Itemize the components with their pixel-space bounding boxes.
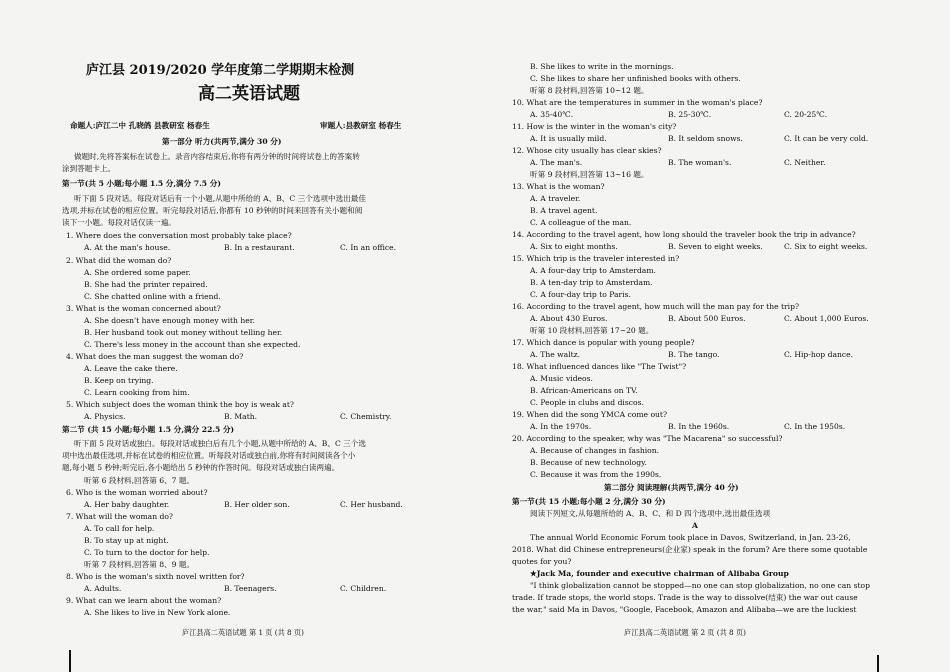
material-note: 听第 8 段材料,回答第 10~12 题。 [530,86,649,95]
question-10: 10. What are the temperatures in summer in the woman's place? [512,98,763,107]
option: B. Her husband took out money without telling her. [84,328,283,337]
option: A. About 430 Euros. [530,314,608,323]
option: A. Because of changes in fashion. [530,446,660,455]
question-4: 4. What does the man suggest the woman do? [66,352,244,361]
option: A. Physics. [84,412,126,421]
scan-mark [69,650,71,672]
section1-instruction: 听下面 5 段对话。每段对话后有一个小题,从题中所给的 A、B、C 三个选项中选出最佳 [74,194,366,203]
option: A. The man's. [530,158,583,167]
section2-heading: 第二节 (共 15 小题;每小题 1.5 分,满分 22.5 分) [62,425,235,434]
passage-text: trade. If trade stops, the world stops. Trade is the way to dissolve(结束) the war out cause [512,593,858,602]
question-16: 16. According to the travel agent, how much will the man pay for the trip? [512,302,800,311]
question-6: 6. Who is the woman worried about? [66,488,208,497]
option: C. 20-25℃. [784,110,828,119]
option: C. Hip-hop dance. [784,350,854,359]
option: C. Children. [340,584,387,593]
passage-letter: A [692,521,698,530]
option: B. The woman's. [668,158,732,167]
option: B. She likes to write in the mornings. [530,62,674,71]
question-19: 19. When did the song YMCA come out? [512,410,668,419]
section2-instruction: 题,每小题 5 秒钟;听完后,各小题给出 5 秒钟的作答时间。每段对话或独白读两遍。 [62,463,340,472]
section1-instruction: 读下一小题。每段对话仅读一遍。 [62,218,176,227]
option: B. A travel agent. [530,206,598,215]
option: C. Learn cooking from him. [84,388,190,397]
option: C. Six to eight weeks. [784,242,868,251]
question-13: 13. What is the woman? [512,182,605,191]
material-note: 听第 7 段材料,回答第 8、9 题。 [84,560,195,569]
part1-heading: 第一部分 听力(共两节,满分 30 分) [162,137,282,146]
section2-instruction: 项中选出最佳选项,并标在试卷的相应位置。听每段对话或独白前,你将有时间阅读各个小 [62,451,356,460]
option: C. Chemistry. [340,412,392,421]
option: C. Her husband. [340,500,403,509]
option: B. Math. [224,412,258,421]
option: C. A colleague of the man. [530,218,632,227]
option: C. About 1,000 Euros. [784,314,869,323]
option: B. Her older son. [224,500,290,509]
option: A. Leave the cake there. [84,364,178,373]
option: C. A four-day trip to Paris. [530,290,631,299]
option: A. Six to eight months. [530,242,618,251]
scan-mark [877,655,879,672]
page-footer: 庐江县高二英语试题 第 1 页 (共 8 页) [182,628,304,637]
question-12: 12. Whose city usually has clear skies? [512,146,662,155]
passage-subheading: ★Jack Ma, founder and executive chairman of Alibaba Group [530,569,789,578]
reading-section1-heading: 第一节(共 15 小题;每小题 2 分,满分 30 分) [512,497,666,506]
option: C. It can be very cold. [784,134,869,143]
section1-instruction: 选项,并标在试卷的相应位置。听完每段对话后,你都有 10 秒钟的时间来回答有关小题和阅 [62,206,363,215]
option: C. There's less money in the account than she expected. [84,340,301,349]
option: B. 25-30℃. [668,110,712,119]
exam-title: 庐江县 2019/2020 学年度第二学期期末检测 [86,63,355,78]
question-7: 7. What will the woman do? [66,512,174,521]
intro-line: 涂到答题卡上。 [62,164,116,173]
authors-left: 命题人:庐江二中 孔晓鸽 县教研室 杨春生 [70,121,210,130]
option: B. To stay up at night. [84,536,169,545]
option: A. To call for help. [84,524,155,533]
option: C. People in clubs and discos. [530,398,644,407]
question-9: 9. What can we learn about the woman? [66,596,222,605]
part2-heading: 第二部分 阅读理解(共两节,满分 40 分) [604,483,739,492]
question-2: 2. What did the woman do? [66,256,172,265]
option: C. She likes to share her unfinished books with others. [530,74,741,83]
question-8: 8. Who is the woman's sixth novel written for? [66,572,245,581]
question-3: 3. What is the woman concerned about? [66,304,221,313]
passage-text: 2018. What did Chinese entrepreneurs(企业家) speak in the forum? Are there some quotable [512,545,868,554]
option: B. It seldom snows. [668,134,743,143]
section2-instruction: 听下面 5 段对话或独白。每段对话或独白后有几个小题,从题中所给的 A、B、C 三个选 [74,439,366,448]
option: A. At the man's house. [84,243,171,252]
option: A. She ordered some paper. [84,268,191,277]
reading-instruction: 阅读下列短文,从每题所给的 A、B、C、和 D 四个选项中,选出最佳选项 [530,509,771,518]
option: B. Teenagers. [224,584,277,593]
option: A. Adults. [84,584,122,593]
option: B. She had the printer repaired. [84,280,208,289]
option: A. In the 1970s. [530,422,592,431]
material-note: 听第 10 段材料,回答第 17~20 题。 [530,326,654,335]
authors-right: 审题人:县教研室 杨春生 [320,121,402,130]
option: B. Keep on trying. [84,376,154,385]
option: A. She doesn't have enough money with her. [84,316,255,325]
option: C. Because it was from the 1990s. [530,470,662,479]
option: A. Her baby daughter. [84,500,170,509]
option: C. In an office. [340,243,397,252]
option: C. To turn to the doctor for help. [84,548,210,557]
option: B. In the 1960s. [668,422,730,431]
option: B. In a restaurant. [224,243,295,252]
option: A. Music videos. [530,374,593,383]
option: C. In the 1950s. [784,422,846,431]
option: C. She chatted online with a friend. [84,292,221,301]
exam-subtitle: 高二英语试题 [198,84,300,104]
material-note: 听第 6 段材料,回答第 6、7 题。 [84,476,195,485]
option: A. 35-40℃. [530,110,574,119]
question-18: 18. What influenced dances like "The Twist"? [512,362,687,371]
passage-text: The annual World Economic Forum took place in Davos, Switzerland, in Jan. 23-26, [530,533,851,542]
option: A. A traveler. [530,194,581,203]
question-11: 11. How is the winter in the woman's city? [512,122,677,131]
option: B. The tango. [668,350,720,359]
option: B. A ten-day trip to Amsterdam. [530,278,653,287]
option: A. She likes to live in New York alone. [84,608,231,617]
question-15: 15. Which trip is the traveler interested in? [512,254,680,263]
option: B. Seven to eight weeks. [668,242,763,251]
question-14: 14. According to the travel agent, how long should the traveler book the trip in advance? [512,230,856,239]
option: B. African-Americans on TV. [530,386,638,395]
passage-text: quotes for you? [512,557,572,566]
option: B. Because of new technology. [530,458,647,467]
option: A. A four-day trip to Amsterdam. [530,266,656,275]
passage-text: the war," said Ma in Davos, "Google, Facebook, Amazon and Alibaba—we are the luckiest [512,605,857,614]
option: A. The waltz. [530,350,581,359]
question-17: 17. Which dance is popular with young people? [512,338,695,347]
intro-line: 做题时,先将答案标在试卷上。录音内容结束后,你将有两分钟的时间将试卷上的答案转 [74,152,360,161]
option: A. It is usually mild. [530,134,607,143]
passage-text: "I think globalization cannot be stopped—no one can stop globalization, no one can stop [530,581,870,590]
option: B. About 500 Euros. [668,314,746,323]
question-5: 5. Which subject does the woman think the boy is weak at? [66,400,294,409]
section1-heading: 第一节(共 5 小题;每小题 1.5 分,满分 7.5 分) [62,179,221,188]
option: C. Neither. [784,158,826,167]
page-footer: 庐江县高二英语试题 第 2 页 (共 8 页) [624,628,746,637]
question-1: 1. Where does the conversation most probably take place? [66,231,292,240]
material-note: 听第 9 段材料,回答第 13~16 题。 [530,170,649,179]
question-20: 20. According to the speaker, why was "The Macarena" so successful? [512,434,783,443]
